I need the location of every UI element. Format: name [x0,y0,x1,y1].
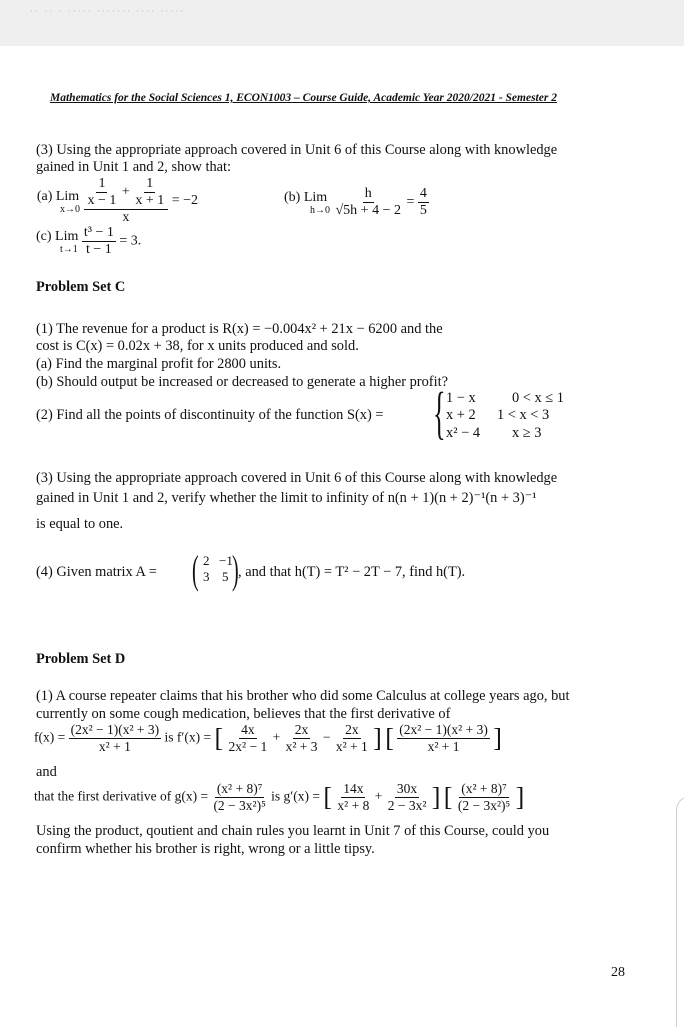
limit-a-fraction [84,176,169,226]
limit-a-d1: x − 1 [87,193,117,208]
g-den: (2 − 3x²)⁵ [213,798,266,813]
limit-a-result: = −2 [171,193,199,209]
setC-q3-line1: (3) Using the appropriate approach covered in Unit 6 of this Course along with knowledge [36,470,558,486]
limit-b-rn: 4 [419,186,427,201]
limit-a-label: (a) Lim [36,188,80,204]
limit-a-plus: + [121,184,130,200]
f-t2d: x² + 3 [285,739,318,754]
limit-a [36,176,198,226]
g-bracket2-open: [ [443,782,453,812]
f-t1d: 2x² − 1 [228,739,268,754]
piece-1-expr: 1 − x [446,390,476,406]
setC-q2-text: (2) Find all the points of discontinuity of the function S(x) = [36,407,384,423]
piece-3-cond: x ≥ 3 [512,425,542,441]
limit-b-eq: = [406,194,415,210]
limit-b-result [418,186,429,219]
setC-title: Problem Set C [36,279,126,295]
g-t2d: 2 − 3x² [387,798,427,813]
setC-q3-line3: is equal to one. [36,516,124,532]
f-equation [34,722,502,755]
setB-q3-line2: gained in Unit 1 and 2, show that: [36,159,232,175]
setD-q1-line1: (1) A course repeater claims that his brother who did some Calculus at college years ago, but [36,688,570,704]
limit-c-den: t − 1 [85,242,112,257]
limit-b-label: (b) Lim [284,190,328,205]
g-num: (x² + 8)⁷ [216,781,263,796]
setC-q1-a: (a) Find the marginal profit for 2800 units. [36,356,282,372]
g-equation [34,781,524,814]
page-header: Mathematics for the Social Sciences 1, ECON1003 – Course Guide, Academic Year 2020/2021 - Semester 2 [50,92,557,104]
setD-and: and [36,764,57,780]
f-t3d: x² + 1 [335,739,368,754]
f-rd: x² + 1 [427,739,460,754]
limit-c-num: t³ − 1 [83,225,114,240]
limit-a-den: x [122,210,130,225]
piece-2-expr: x + 2 [446,407,476,423]
f-bracket-open: [ [214,723,224,753]
limit-a-sub: x→0 [60,203,80,215]
setC-q4-post: , and that h(T) = T² − 2T − 7, find h(T). [238,564,466,580]
limit-c-label: (c) Lim [36,229,79,244]
matrix-r2c2: 5 [222,569,229,584]
matrix-right-paren: ) [232,547,239,592]
f-bracket2-close: ] [493,723,502,753]
f-lhs: f(x) = [34,729,66,745]
limit-a-d2: x + 1 [135,193,165,208]
f-plus: + [272,729,281,745]
limit-c-fraction [82,225,116,258]
g-rd: (2 − 3x²)⁵ [457,798,511,813]
limit-c-sub: t→1 [60,244,78,255]
g-t1d: x² + 8 [337,798,370,813]
g-pre: that the first derivative of g(x) = [34,788,209,804]
piece-3-expr: x² − 4 [446,425,481,441]
limit-c [36,225,141,258]
piece-1-cond: 0 < x ≤ 1 [512,390,564,406]
matrix-r2c1: 3 [203,569,210,584]
setC-q1-line1: (1) The revenue for a product is R(x) = −0.004x² + 21x − 6200 and the [36,321,443,337]
f-t1n: 4x [241,722,255,737]
matrix-r1c1: 2 [203,553,210,568]
setD-q1-end1: Using the product, qoutient and chain rules you learnt in Unit 7 of this Course, could you [36,823,550,839]
f-num: (2x² − 1)(x² + 3) [70,722,160,737]
f-is: is f′(x) = [164,729,212,745]
setD-title: Problem Set D [36,651,126,667]
matrix-r1c2: −1 [219,553,233,568]
f-den: x² + 1 [98,739,131,754]
limit-b [284,186,429,219]
piece-2-cond: 1 < x < 3 [497,407,550,423]
setC-q4-pre: (4) Given matrix A = [36,564,157,580]
f-bracket2-open: [ [385,723,394,753]
setC-q1-b: (b) Should output be increased or decreased to generate a higher profit? [36,374,448,390]
limit-c-result: = 3. [119,233,142,249]
limit-b-rd: 5 [419,203,427,218]
f-t3n: 2x [345,722,359,737]
g-plus: + [374,788,383,804]
f-t2n: 2x [294,722,309,737]
top-toolbar-strip [0,0,684,46]
setD-q1-line2: currently on some cough medication, believes that the first derivative of [36,706,451,722]
limit-b-num: h [364,186,372,201]
g-bracket2-close: ] [515,782,525,812]
setB-q3-line1: (3) Using the appropriate approach covered in Unit 6 of this Course along with knowledge [36,142,558,158]
g-bracket-open: [ [323,782,333,812]
limit-b-fraction [334,186,403,219]
setC-q3-line2: gained in Unit 1 and 2, verify whether the limit to infinity of n(n + 1)(n + 2)⁻¹(n + 3)⁻¹ [36,490,537,506]
g-t2n: 30x [396,781,418,796]
g-is: is g′(x) = [271,788,320,804]
faint-header-text: ·· ·· · ····· ······· ···· ····· [30,6,186,16]
f-minus: − [322,729,331,745]
page-curl-edge [676,796,684,1027]
f-rn: (2x² − 1)(x² + 3) [399,722,488,737]
f-bracket-close: ] [373,723,382,753]
piecewise-brace: { [433,380,446,445]
g-bracket-close: ] [431,782,441,812]
page-number: 28 [611,965,625,980]
setC-q1-line2: cost is C(x) = 0.02x + 38, for x units produced and sold. [36,338,359,354]
matrix-left-paren: ( [192,547,199,592]
limit-a-n1: 1 [98,176,106,191]
limit-b-sub: h→0 [310,205,330,216]
g-t1n: 14x [343,781,364,796]
limit-b-den: √5h + 4 − 2 [335,203,401,218]
g-rn: (x² + 8)⁷ [461,781,507,796]
limit-a-n2: 1 [146,176,154,191]
setD-q1-end2: confirm whether his brother is right, wrong or a little tipsy. [36,841,375,857]
